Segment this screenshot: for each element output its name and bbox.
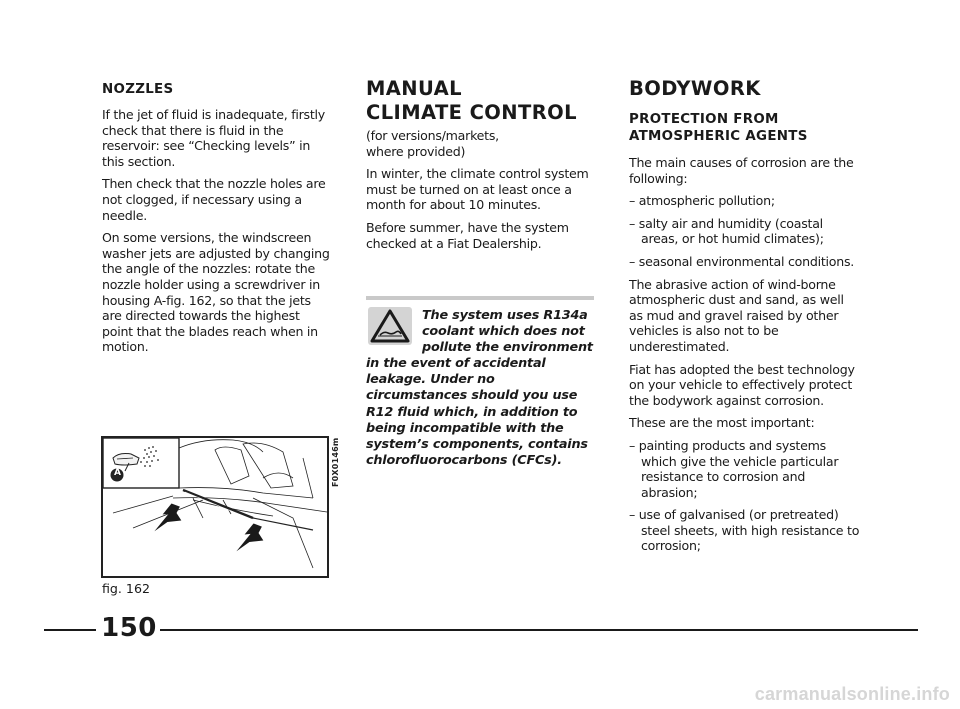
heading-line: CLIMATE CONTROL — [366, 101, 577, 124]
paragraph: These are the most important: — [629, 415, 815, 431]
page-number: 150 — [101, 613, 157, 643]
watermark: carmanualsonline.info — [754, 684, 950, 704]
paragraph: On some versions, the windscreen washer jets are adjusted by changing the angle of the nozzles: rotate the nozzle holder using a screwdriver in housing A-fig. 162, so that the jets are directed towards the highest point that the blades reach when in motion. — [102, 230, 330, 355]
list-item: – atmospheric pollution; — [629, 193, 775, 209]
list-item: – seasonal environmental conditions. — [629, 253, 855, 269]
nozzles-body — [102, 107, 330, 362]
warning-text: The system uses R134a coolant which does not pollute the environment in the event of accidental leakage. Under no circumstances should you use R12 fluid which, in addition to being incompatible with the system’s components, contains chlorofluorocarbons (CFCs). — [366, 308, 593, 468]
paragraph: Then check that the nozzle holes are not clogged, if necessary using a needle. — [102, 176, 326, 223]
paragraph: Fiat has adopted the best technology on your vehicle to effectively protect the bodywork against corrosion. — [629, 361, 855, 408]
climate-control-body — [366, 128, 596, 258]
list-item: – use of galvanised (or pretreated) steel sheets, with high resistance to corrosion; — [629, 507, 860, 554]
paragraph: In winter, the climate control system must be turned on at least once a month for about 10 minutes. — [366, 166, 589, 213]
section-heading-manual-climate-control — [366, 77, 596, 125]
footer-rule-left — [44, 629, 96, 631]
figure-code: F0X0146m — [331, 437, 340, 487]
windscreen-nozzle-illustration — [103, 438, 327, 576]
paragraph: If the jet of fluid is inadequate, firstly check that there is fluid in the reservoir: see “Checking levels” in this section. — [102, 107, 326, 169]
paragraph: The abrasive action of wind-borne atmospheric dust and sand, as well as mud and gravel raised by other vehicles is also not to be underestimated. — [629, 276, 844, 354]
section-heading-bodywork: BODYWORK — [629, 77, 761, 100]
list-item: – salty air and humidity (coastal areas, or hot humid climates); — [629, 215, 824, 247]
figure-label-a: A — [114, 468, 121, 478]
subheading-atmospheric-agents: PROTECTION FROM ATMOSPHERIC AGENTS — [629, 112, 808, 144]
list-item: – painting products and systems which give the vehicle particular resistance to corrosion and abrasion; — [629, 437, 839, 500]
warning-divider — [366, 296, 594, 300]
warning-note — [366, 308, 594, 469]
figure-caption: fig. 162 — [102, 581, 150, 596]
paragraph: (for versions/markets, where provided) — [366, 128, 499, 159]
figure-162-illustration — [101, 436, 329, 578]
footer-rule-right — [160, 629, 918, 631]
paragraph: Before summer, have the system checked at a Fiat Dealership. — [366, 219, 569, 251]
heading-line: MANUAL — [366, 77, 462, 100]
bodywork-body — [629, 155, 861, 561]
section-heading-nozzles: NOZZLES — [102, 82, 174, 97]
warning-icon-spacer — [366, 308, 422, 354]
paragraph: The main causes of corrosion are the following: — [629, 155, 854, 186]
